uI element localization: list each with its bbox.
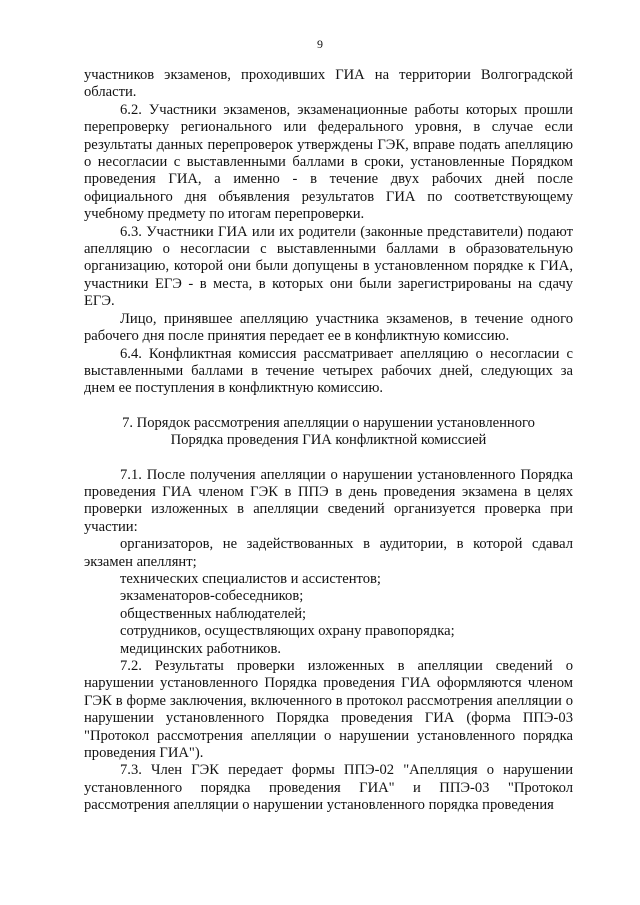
section-7-closing-paragraphs xyxy=(84,658,573,815)
section-7-paragraphs xyxy=(84,467,573,571)
list-item: сотрудников, осуществляющих охрану правопорядка; xyxy=(120,623,455,640)
paragraph: 6.2. Участники экзаменов, экзаменационные работы которых прошли перепроверку регионального или федерального уровня, в случае если результаты данных перепроверок утверждены ГЭК, вправе подать апелляцию о несогласии с выставленными баллами в сроки, установленные Порядком проведения ГИА, а именно - в течение двух рабочих дней после официального дня объявления результатов ГИА по соответствующему учебному предмету по итогам перепроверки. xyxy=(84,101,573,223)
list-item: экзаменаторов-собеседников; xyxy=(120,588,304,605)
list-item: медицинских работников. xyxy=(120,640,281,657)
paragraph: 6.3. Участники ГИА или их родители (законные представители) подают апелляцию о несогласии с выставленными баллами в образовательную организацию, которой они были допущены в установленном порядке к ГИА, участники ЕГЭ - в места, в которых они были зарегистрированы на сдачу ЕГЭ. xyxy=(84,223,573,310)
paragraph: участников экзаменов, проходивших ГИА на территории Волгоградской области. xyxy=(84,67,573,101)
section-6-paragraphs xyxy=(84,67,573,398)
section-heading-line-1: 7. Порядок рассмотрения апелляции о нарушении установленного xyxy=(122,414,535,431)
list-item: общественных наблюдателей; xyxy=(120,605,307,622)
participants-list xyxy=(84,571,573,658)
paragraph: 7.3. Член ГЭК передает формы ППЭ-02 "Апелляция о нарушении установленного порядка проведения ГИА" и ППЭ-03 "Протокол рассмотрения апелляции о нарушении установленного порядка проведения xyxy=(84,762,573,814)
paragraph: Лицо, принявшее апелляцию участника экзаменов, в течение одного рабочего дня после принятия передает ее в конфликтную комиссию. xyxy=(84,310,573,345)
paragraph: 7.1. После получения апелляции о нарушении установленного Порядка проведения ГИА членом ГЭК в ППЭ в день проведения экзамена в целях проверки изложенных в апелляции сведений организуется проверка при участии: xyxy=(84,466,573,535)
document-body xyxy=(84,67,573,815)
paragraph: 6.4. Конфликтная комиссия рассматривает апелляцию о несогласии с выставленными баллами в течение четырех рабочих дней, следующих за днем ее поступления в конфликтную комиссию. xyxy=(84,345,573,397)
paragraph: 7.2. Результаты проверки изложенных в апелляции сведений о нарушении установленного Порядка проведения ГИА оформляются членом ГЭК в форме заключения, включенного в протокол рассмотрения апелляции о нарушении установленного Порядка проведения ГИА (форма ППЭ-03 "Протокол рассмотрения апелляции о нарушении установленного порядка проведения ГИА"). xyxy=(84,658,573,762)
section-heading-line-2: Порядка проведения ГИА конфликтной комиссией xyxy=(170,432,487,449)
section-7-heading xyxy=(84,415,573,450)
list-item: технических специалистов и ассистентов; xyxy=(120,570,381,587)
page-number: 9 xyxy=(317,37,323,51)
paragraph: организаторов, не задействованных в аудитории, в которой сдавал экзамен апеллянт; xyxy=(84,536,573,570)
